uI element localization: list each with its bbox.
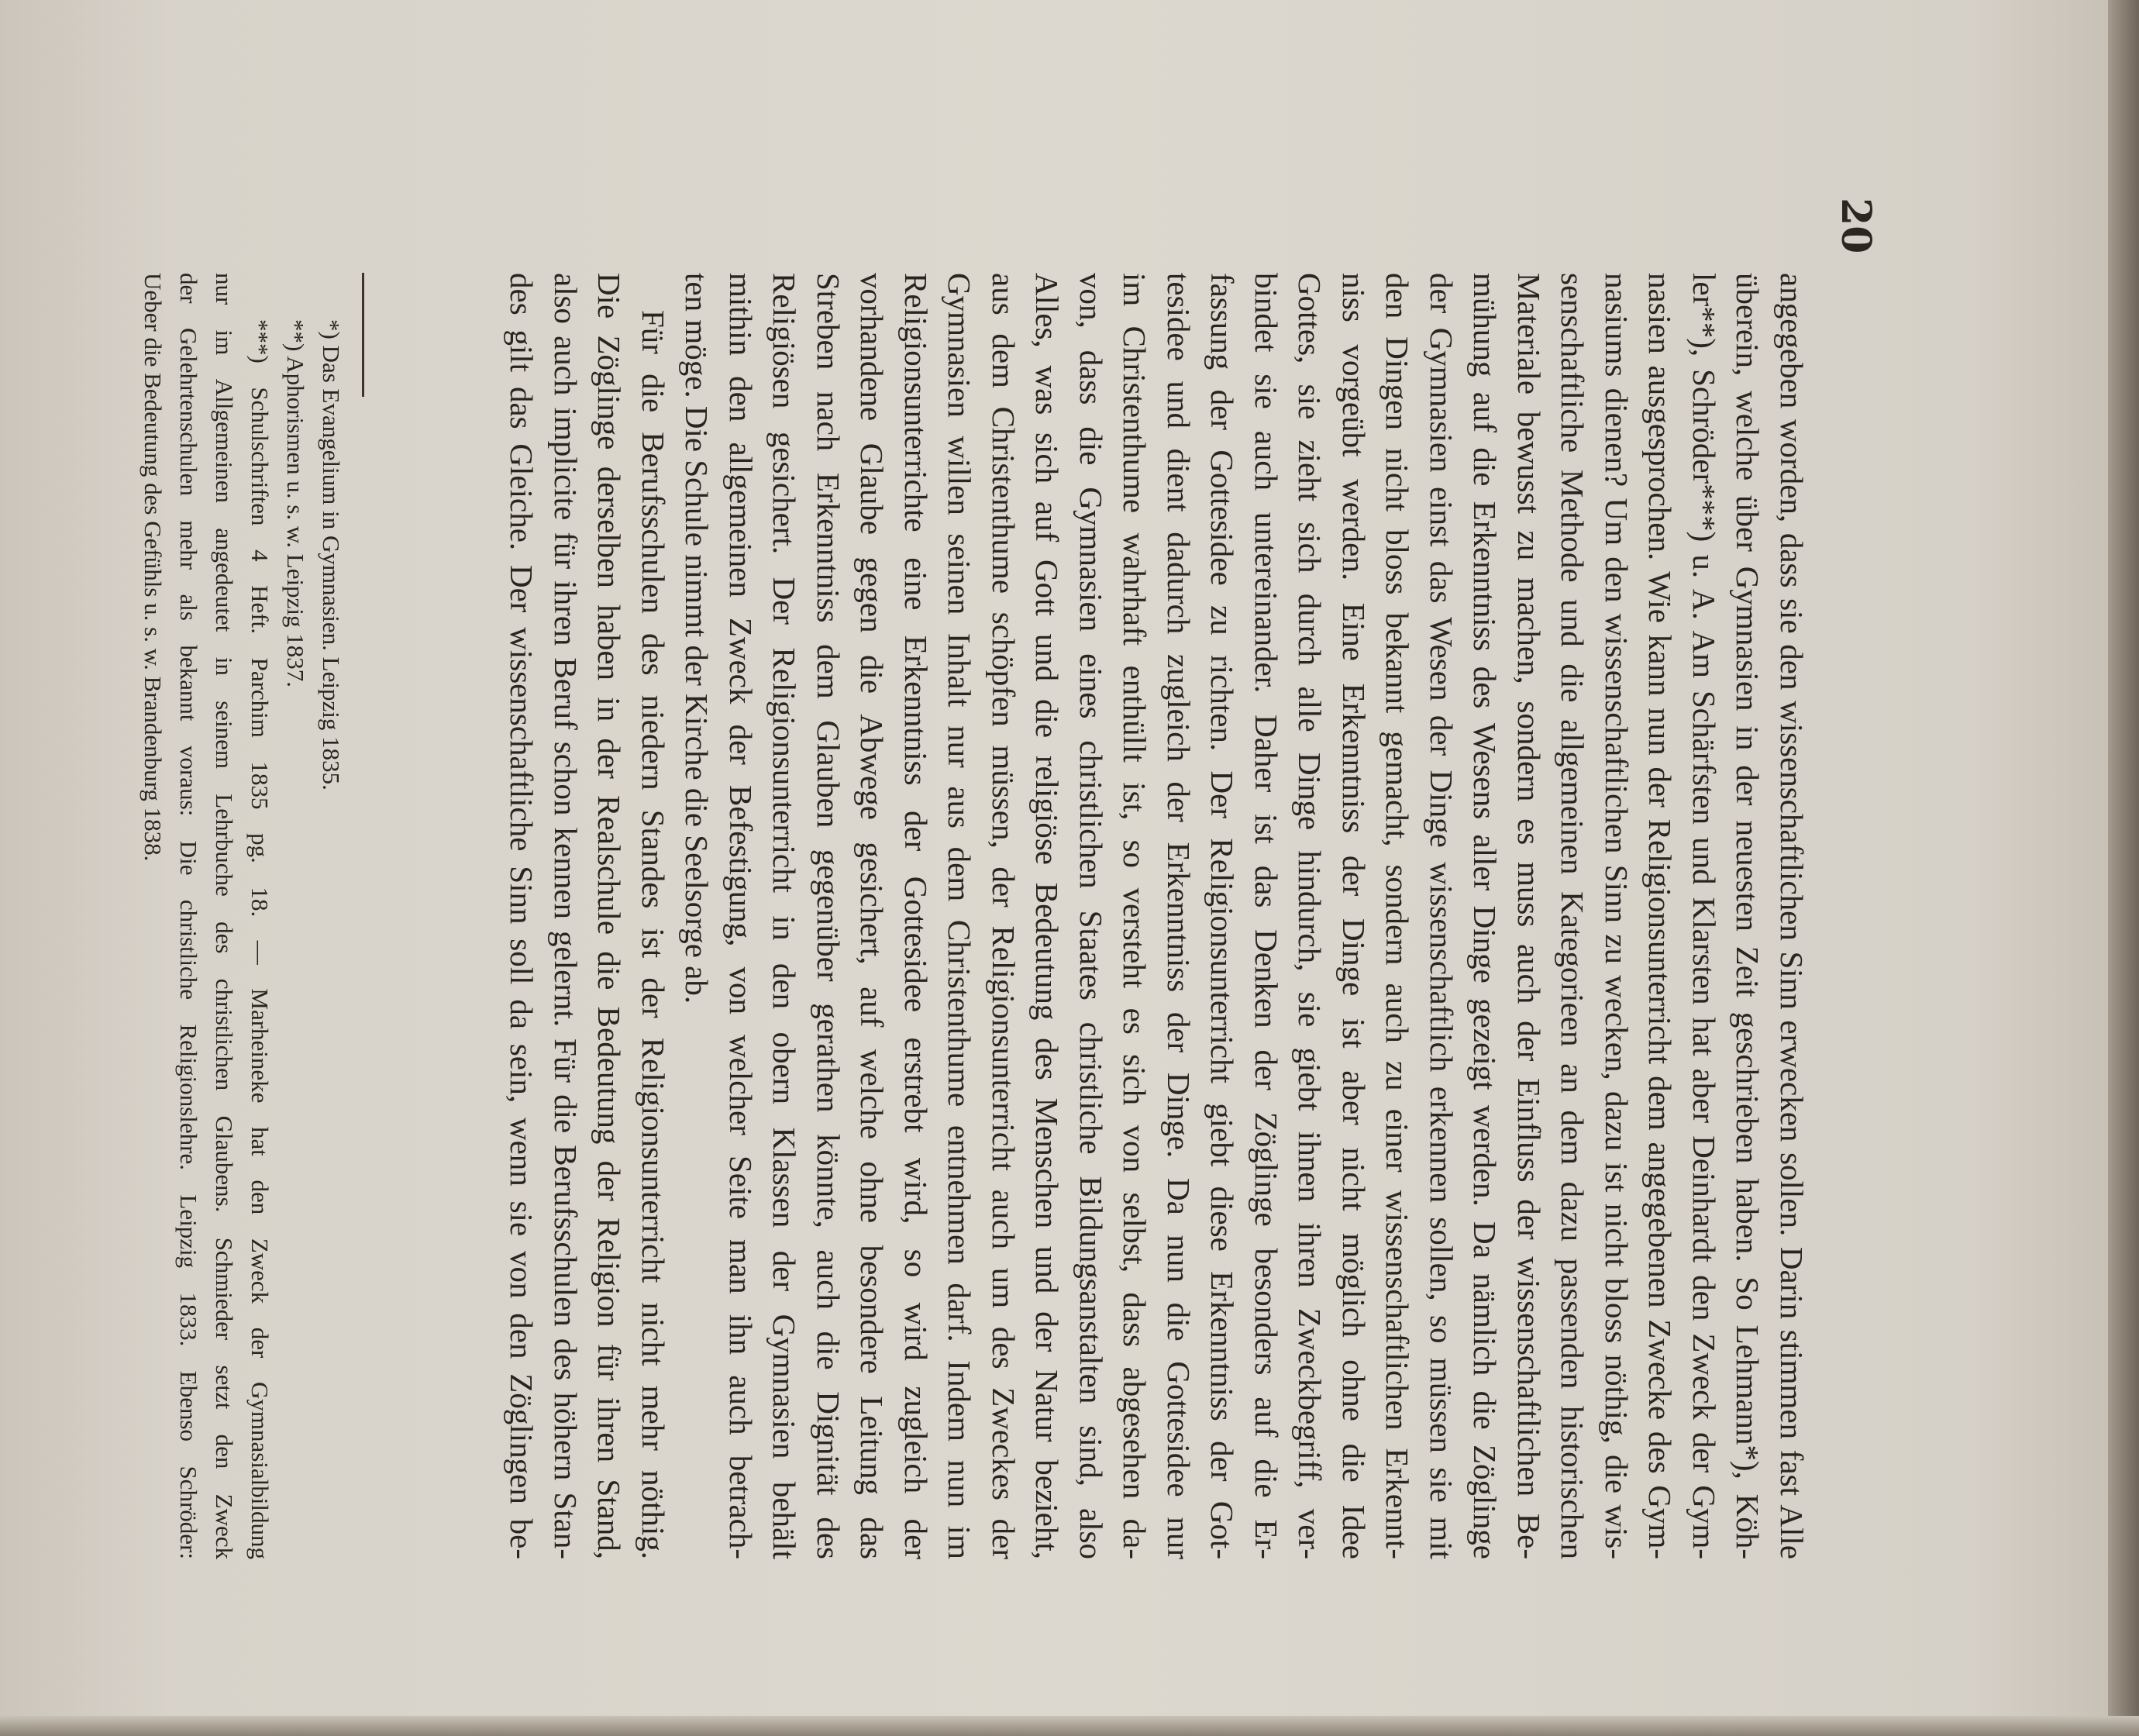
text-line: von, dass die Gymnasien eines christlichen Staates christliche Bildungsanstalten sind, also: [1073, 273, 1109, 1559]
page-edge-right: [2108, 0, 2139, 1736]
footnotes: [135, 273, 349, 1559]
footnote-line: der Gelehrtenschulen mehr als bekannt voraus: Die christliche Religionslehre. Leipzig 1833. Ebenso Schröder:: [175, 273, 202, 1559]
body-text: [500, 273, 1814, 1559]
text-line: Gottes, sie zieht sich durch alle Dinge hindurch, sie giebt ihnen ihren Zweckbegriff, ver-: [1292, 273, 1328, 1559]
text-line: der Gymnasien einst das Wesen der Dinge wissenschaftlich erkennen sollen, so müssen sie mit: [1424, 273, 1459, 1559]
text-line: des gilt das Gleiche. Der wissenschaftliche Sinn soll da sein, wenn sie von den Zöglingen be-: [504, 273, 540, 1559]
text-line: angegeben worden, dass sie den wissenschaftlichen Sinn erwecken sollen. Darin stimmen fast Alle: [1774, 273, 1810, 1559]
text-line: tesidee und dient dadurch zugleich der Erkenntniss der Dinge. Da nun die Gottesidee nur: [1161, 273, 1197, 1559]
text-line: nasiums dienen? Um den wissenschaftlichen Sinn zu wecken, dazu ist nicht bloss nöthig, die wis-: [1599, 273, 1634, 1559]
text-line: Für die Berufsschulen des niedern Standes ist der Religionsunterricht nicht mehr nöthig.: [636, 310, 671, 1559]
text-line: Materiale bewusst zu machen, sondern es muss auch der Einfluss der wissenschaftlichen Be-: [1511, 273, 1547, 1559]
footnote-line: *) Das Evangelium in Gymnasien. Leipzig 1835.: [318, 319, 345, 790]
footnote-separator: [362, 273, 364, 397]
text-line: fassung der Gottesidee zu richten. Der Religionsunterricht giebt diese Erkenntniss der Got-: [1204, 273, 1241, 1559]
text-line: senschaftliche Methode und die allgemeinen Kategorieen an dem dazu passenden historischen: [1555, 273, 1591, 1559]
text-line: Alles, was sich auf Gott und die religiöse Bedeutung des Menschen und der Natur bezieht,: [1029, 273, 1066, 1559]
text-line: im Christenthume wahrhaft enthüllt ist, so versteht es sich von selbst, dass abgesehen da-: [1117, 273, 1153, 1559]
text-line: den Dingen nicht bloss bekannt gemacht, sondern auch zu einer wissenschaftlichen Erkennt-: [1380, 273, 1416, 1559]
text-line: mühung auf die Erkenntniss des Wesens aller Dinge gezeigt werden. Da nämlich die Zöglinge: [1467, 273, 1504, 1559]
footnote-line: nur im Allgemeinen angedeutet in seinem Lehrbuche des christlichen Glaubens. Schmieder setzt den Zweck: [211, 273, 238, 1559]
text-line: niss vorgeübt werden. Eine Erkenntniss der Dinge ist aber nicht möglich ohne die Idee: [1336, 273, 1372, 1559]
text-line: bindet sie auch untereinander. Daher ist das Denken der Zöglinge besonders auf die Er-: [1249, 273, 1284, 1559]
text-line: Die Zöglinge derselben haben in der Realschule die Bedeutung der Religion für ihren Stand,: [591, 273, 628, 1559]
footnote-line: Ueber die Bedeutung des Gefühls u. s. w. Brandenburg 1838.: [140, 273, 167, 862]
page-number: 20: [1832, 198, 1879, 254]
text-line: nasien ausgesprochen. Wie kann nun der Religionsunterricht dem angegebenen Zwecke des Gym-: [1642, 273, 1679, 1559]
text-line: ler**), Schröder***) u. A. Am Schärfsten und Klarsten hat aber Deinhardt den Zweck der Gym-: [1686, 273, 1722, 1559]
footnote-line: **) Aphorismen u. s. w. Leipzig 1837.: [282, 319, 309, 687]
text-line: Religiösen gesichert. Der Religionsunterricht in den obern Klassen der Gymnasien behält: [766, 273, 803, 1559]
page-edge-bottom: [0, 1716, 2139, 1736]
text-line: ten möge. Die Schule nimmt der Kirche die Seelsorge ab.: [679, 273, 715, 1004]
text-line: mithin den allgemeinen Zweck der Befestigung, von welcher Seite man ihn auch betrach-: [723, 273, 759, 1559]
text-line: Gymnasien willen seinen Inhalt nur aus dem Christenthume entnehmen darf. Indem nun im: [942, 273, 978, 1559]
footnote-line: ***) Schulschriften 4 Heft. Parchim 1835 pg. 18. — Marheineke hat den Zweck der Gymnasialbildung: [246, 319, 274, 1559]
text-line: Streben nach Erkenntniss dem Glauben gegenüber gerathen könnte, auch die Dignität des: [811, 273, 846, 1559]
text-line: überein, welche über Gymnasien in der neuesten Zeit geschrieben haben. So Lehmann*), Köh-: [1730, 273, 1766, 1559]
text-line: aus dem Christenthume schöpfen müssen, der Religionsunterricht auch um des Zweckes der: [986, 273, 1021, 1559]
text-line: Religionsunterrichte eine Erkenntniss der Gottesidee erstrebt wird, so wird zugleich der: [898, 273, 934, 1559]
rotated-book-page: [101, 93, 2038, 1643]
text-line: also auch implicite für ihren Beruf schon kennen gelernt. Für die Berufsschulen des höhern Stan-: [548, 273, 584, 1559]
text-line: vorhandene Glaube gegen die Abwege gesichert, auf welche ohne besondere Leitung das: [854, 273, 890, 1559]
